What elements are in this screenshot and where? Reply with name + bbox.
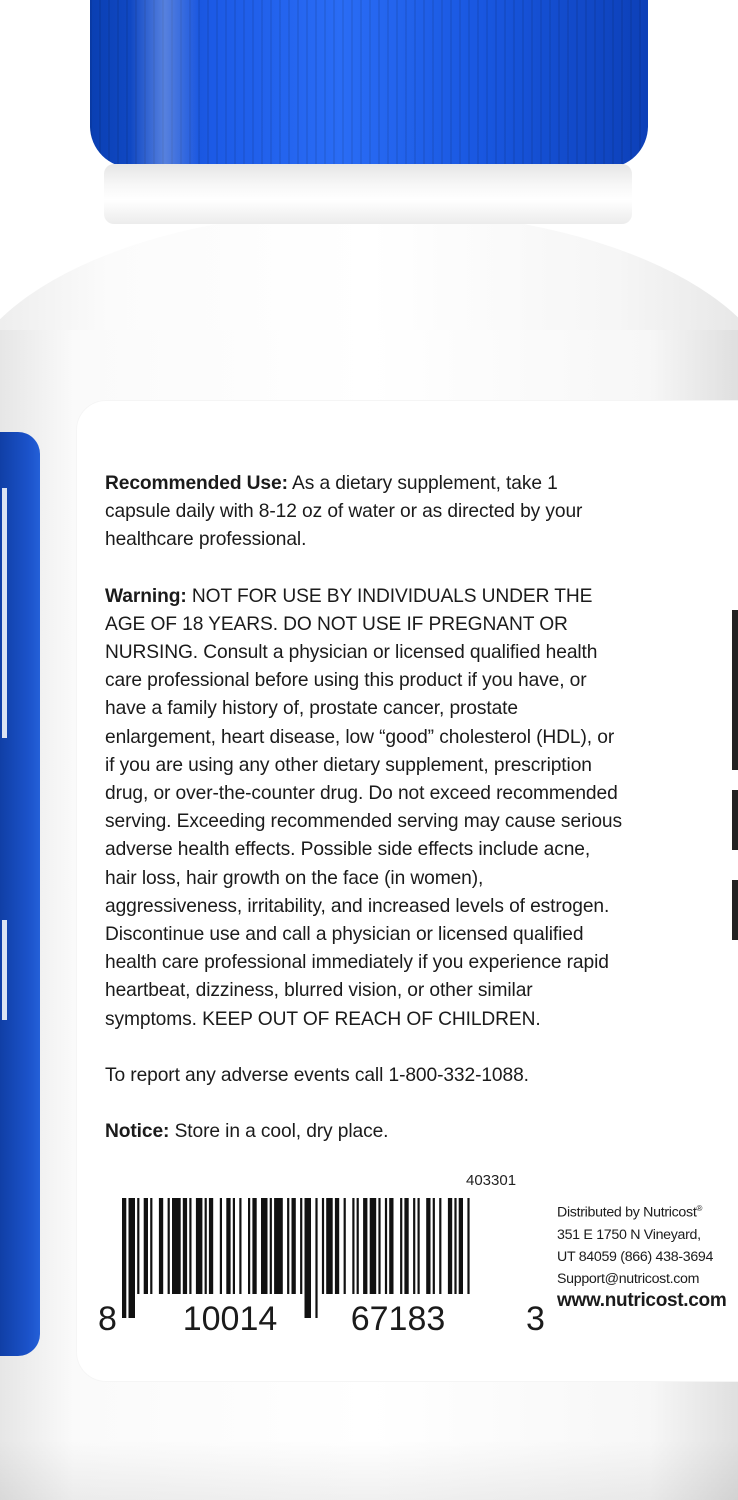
barcode-bar <box>129 1198 136 1318</box>
barcode-bar <box>404 1198 408 1294</box>
side-label-mark <box>2 920 7 1020</box>
bottle-base-shadow <box>0 1440 738 1500</box>
notice-paragraph <box>105 1118 625 1146</box>
barcode-bar <box>385 1198 387 1294</box>
barcode-digit-last: 3 <box>526 1300 545 1338</box>
distributor-city-phone: UT 84059 (866) 438-3694 <box>557 1248 714 1265</box>
barcode-bar <box>378 1198 380 1294</box>
adverse-events-text: To report any adverse events call 1-800-332-1088. <box>105 1064 529 1086</box>
barcode-bar <box>137 1198 139 1294</box>
distributor-address-line: 351 E 1750 N Vineyard, <box>557 1226 701 1243</box>
barcode-bar <box>454 1198 456 1294</box>
label-edge-mark <box>732 880 738 940</box>
barcode-bar <box>233 1198 235 1294</box>
label-edge-mark <box>732 610 738 770</box>
warning-heading: Warning: <box>105 585 187 607</box>
upc-barcode <box>98 1198 550 1338</box>
bottle-neck <box>104 164 632 224</box>
recommended-use-paragraph <box>105 470 625 555</box>
barcode-bar <box>248 1198 250 1294</box>
barcode-bar <box>439 1198 441 1294</box>
barcode-bar <box>426 1198 430 1294</box>
barcode-digit-first: 8 <box>98 1300 117 1338</box>
barcode-bar <box>270 1198 272 1294</box>
barcode-bar <box>168 1198 170 1294</box>
barcode-bar <box>418 1198 420 1294</box>
warning-text: NOT FOR USE BY INDIVIDUALS UNDER THE AGE OF 18 YEARS. DO NOT USE IF PREGNANT OR NURSING. Consult a physician or licensed qualified health care professional before using this product if you have, or have a family history of, prostate cancer, prostate enlargement, heart disease, low “good” cholesterol (HDL), or if you are using any other dietary supplement, prescription drug, or over-the-counter drug. Do not exceed recommended serving. Exceeding recommended serving may cause serious adverse health effects. Possible side effects include acne, hair loss, hair growth on the face (in women), aggressiveness, irritability, and increased levels of estrogen. Discontinue use and call a physician or licensed qualified health care professional immediately if you experience rapid heartbeat, dizziness, blurred vision, or other similar symptoms. KEEP OUT OF REACH OF CHILDREN. <box>105 585 622 1030</box>
barcode-bar <box>322 1198 324 1294</box>
support-email: Support@nutricost.com <box>557 1270 700 1287</box>
barcode-bar <box>459 1198 463 1294</box>
barcode-bar <box>467 1198 469 1294</box>
barcode-bar <box>300 1198 302 1294</box>
distributor-block <box>557 1198 737 1312</box>
label-text-block <box>105 470 625 1174</box>
barcode-bar <box>305 1198 312 1318</box>
recommended-use-text: As a dietary supplement, take 1 capsule daily with 8-12 oz of water or as directed by your healthcare professional. <box>105 473 583 551</box>
lot-number: 403301 <box>466 1172 517 1189</box>
barcode-bar <box>172 1198 181 1294</box>
barcode-bar <box>144 1198 148 1294</box>
barcode-bar <box>370 1198 377 1294</box>
side-label-mark <box>2 488 7 738</box>
recommended-use-heading: Recommended Use: <box>105 473 288 494</box>
barcode-bar <box>159 1198 163 1294</box>
barcode-bar <box>389 1198 393 1294</box>
barcode-bar <box>363 1198 367 1294</box>
barcode-bar <box>335 1198 339 1294</box>
barcode-bar <box>220 1198 222 1294</box>
barcode-group-right: 67183 <box>350 1300 446 1338</box>
barcode-bar <box>433 1198 435 1294</box>
notice-text: Store in a cool, dry place. <box>174 1121 389 1143</box>
barcode-bar <box>448 1198 452 1294</box>
barcode-bar <box>122 1198 126 1318</box>
barcode-bar <box>209 1198 213 1294</box>
registered-mark: ® <box>696 1204 703 1213</box>
barcode-bar <box>196 1198 203 1294</box>
barcode-bar <box>205 1198 207 1294</box>
barcode-group-left: 10014 <box>182 1300 278 1338</box>
barcode-bar <box>261 1198 268 1294</box>
barcode-bar <box>315 1198 317 1318</box>
warning-paragraph <box>105 583 625 1034</box>
side-label-band <box>0 432 40 1356</box>
notice-heading: Notice: <box>105 1121 170 1143</box>
barcode-bar <box>292 1198 296 1294</box>
barcode-bar <box>326 1198 333 1294</box>
barcode-bar <box>150 1198 152 1294</box>
barcode-bar <box>252 1198 256 1294</box>
distributor-line <box>557 1198 737 1224</box>
barcode-bar <box>400 1198 402 1294</box>
barcode-bar <box>352 1198 354 1294</box>
cap-highlight <box>130 0 200 168</box>
barcode-bar <box>287 1198 289 1294</box>
barcode-bar <box>344 1198 346 1294</box>
barcode-bar <box>357 1198 359 1294</box>
label-edge-mark <box>732 790 738 850</box>
barcode-bar <box>226 1198 230 1294</box>
barcode-bar <box>274 1198 283 1294</box>
barcode-bar <box>239 1198 241 1294</box>
barcode-bar <box>183 1198 187 1294</box>
barcode-bar <box>413 1198 415 1294</box>
bottle-cap <box>90 0 648 168</box>
distributor-name: Distributed by Nutricost <box>557 1204 697 1221</box>
barcode-bar <box>189 1198 191 1294</box>
website: www.nutricost.com <box>557 1289 727 1311</box>
